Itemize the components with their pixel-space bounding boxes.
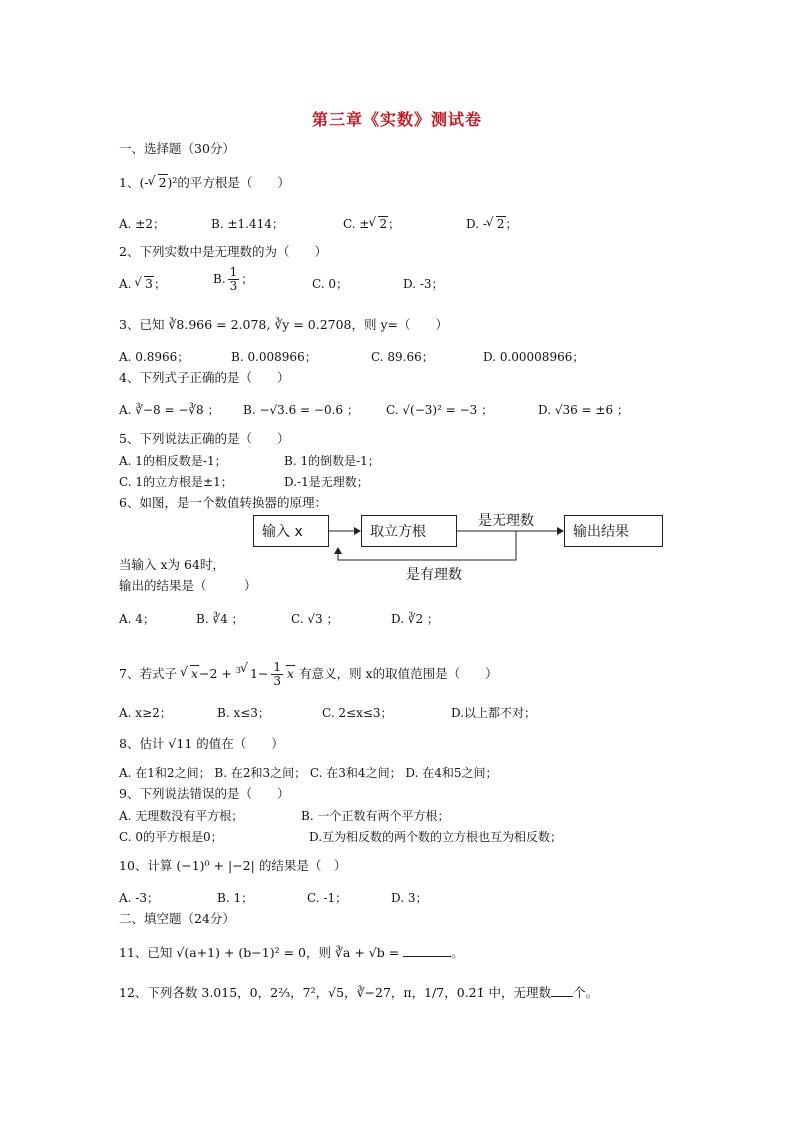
arrowhead (354, 527, 361, 535)
section-choice-heading: 一、选择题（30分） (119, 141, 235, 156)
question-11-text: 11、已知 √(a+1) + (b−1)² = 0，则 ∛a + √b = (119, 945, 404, 960)
question-9-option-b: B. 一个正数有两个平方根； (301, 809, 450, 823)
question-5-option-a: A. 1的相反数是-1； (119, 454, 227, 468)
question-5-option-c: C. 1的立方根是±1； (119, 475, 233, 489)
question-2-option-c: C. 0； (312, 277, 349, 291)
question-10-option-c: C. -1； (307, 891, 348, 905)
question-7-option-a: A. x≥2； (119, 706, 172, 720)
question-6-line-2: 输出的结果是（ ） (119, 578, 257, 593)
question-4-stem: 4、下列式子正确的是（ ） (119, 370, 290, 385)
question-9-option-d: D.互为相反数的两个数的立方根也互为相反数； (309, 830, 563, 844)
arrowhead (334, 547, 342, 554)
sqrt-symbol: √ 2 (487, 215, 506, 233)
question-7-stem: 7、若式子 √ x−2 + $^3$√ 1− $\frac{1}{3}$ x 有意义，则 x的取值范围是（ ） (119, 661, 498, 688)
question-4-option-a: A. ∛−8 = −∛8 ； (119, 403, 220, 417)
section-fill-heading: 二、填空题（24分） (119, 911, 235, 926)
question-7-stem-pre: 7、若式子 (119, 666, 181, 681)
question-4-option-b: B. −√3.6 = −0.6 ； (243, 403, 359, 417)
question-6-option-c: C. √3 ； (291, 612, 339, 626)
question-9-stem: 9、下列说法错误的是（ ） (119, 786, 290, 801)
question-1-stem-post: )²的平方根是（ ） (167, 175, 290, 190)
question-6-option-b: B. ∛4 ； (196, 612, 244, 626)
question-10-option-d: D. 3； (391, 891, 428, 905)
question-11-end: 。 (451, 945, 464, 960)
question-2-stem: 2、下列实数中是无理数的为（ ） (119, 244, 327, 259)
label-is-rational: 是有理数 (406, 567, 462, 583)
question-5-stem: 5、下列说法正确的是（ ） (119, 431, 290, 446)
sqrt-symbol: √ 2 (369, 215, 388, 233)
question-6-line-1: 当输入 x为 64时， (119, 557, 225, 572)
question-8-stem: 8、估计 √11 的值在（ ） (119, 736, 284, 751)
question-5-option-d: D.-1是无理数； (284, 475, 369, 489)
question-3-stem: 3、已知 ∛8.966 = 2.078, ∛y = 0.2708，则 y=（ ） (119, 317, 449, 332)
question-1-option-a: A. ±2； (119, 217, 165, 231)
question-1-option-b: B. ±1.414； (211, 217, 284, 231)
sqrt-symbol: √ 2 (149, 174, 168, 192)
question-3-option-b: B. 0.008966； (231, 350, 317, 364)
question-1-option-d: D. -√ 2； (466, 215, 518, 233)
arrow-loop-back (338, 531, 516, 560)
question-6-option-d: D. ∛2 ； (391, 612, 439, 626)
arrowhead (557, 527, 564, 535)
question-6-stem: 6、如图，是一个数值转换器的原理： (119, 495, 327, 510)
question-4-option-d: D. √36 = ±6 ； (538, 403, 629, 417)
sqrt-symbol: √ x−2 (181, 665, 218, 683)
question-4-option-c: C. √(−3)² = −3 ； (386, 403, 494, 417)
page-title: 第三章《实数》测试卷 (311, 110, 482, 129)
answer-blank[interactable] (403, 956, 451, 957)
sqrt-symbol: √ 3 (135, 275, 154, 293)
question-10-option-b: B. 1； (217, 891, 254, 905)
question-8-options: A. 在1和2之间； B. 在2和3之间； C. 在3和4之间； D. 在4和5之间； (119, 766, 498, 780)
question-7-option-d: D.以上都不对； (451, 706, 537, 720)
question-9-option-c: C. 0的平方根是0； (119, 830, 223, 844)
flow-box-cube-root: 取立方根 (361, 515, 457, 547)
flow-box-output: 输出结果 (564, 515, 663, 547)
flow-box-input: 输入 x (253, 515, 329, 547)
question-2-option-a: A. √ 3； (119, 275, 166, 293)
question-9-option-a: A. 无理数没有平方根； (119, 809, 244, 823)
question-6-option-a: A. 4； (119, 612, 155, 626)
question-12-text: 12、下列各数 3.015，0，2⅔，7²，√5，∛−27，π，1/7，0.2̇1̇ 中，无理数 (119, 985, 552, 1000)
question-7-stem-post: 有意义，则 x的取值范围是（ ） (295, 666, 498, 681)
question-3-option-d: D. 0.00008966； (483, 350, 585, 364)
question-12-end: 个。 (573, 985, 599, 1000)
question-7-option-b: B. x≤3； (217, 706, 270, 720)
label-is-irrational: 是无理数 (478, 513, 534, 529)
cube-root-symbol: √ 1− $\frac{1}{3}$ x (241, 661, 295, 688)
question-5-option-b: B. 1的倒数是-1； (284, 454, 380, 468)
fraction: $\frac{1}{3}$ (229, 265, 238, 293)
answer-blank[interactable] (551, 996, 573, 997)
question-3-option-c: C. 89.66； (371, 350, 434, 364)
question-2-option-b: B. $\frac{1}{3}$ ； (213, 265, 254, 293)
question-12-stem (119, 984, 598, 1002)
question-7-option-c: C. 2≤x≤3； (322, 706, 393, 720)
question-2-option-d: D. -3； (403, 277, 444, 291)
question-11-stem (119, 944, 464, 962)
question-10-stem: 10、计算 (−1)⁰ + |−2| 的结果是（ ） (119, 858, 347, 873)
question-3-option-a: A. 0.8966； (119, 350, 190, 364)
question-10-option-a: A. -3； (119, 891, 159, 905)
question-1-option-c: C. ±√ 2； (343, 215, 400, 233)
question-1-stem-pre: 1、(- (119, 175, 149, 190)
